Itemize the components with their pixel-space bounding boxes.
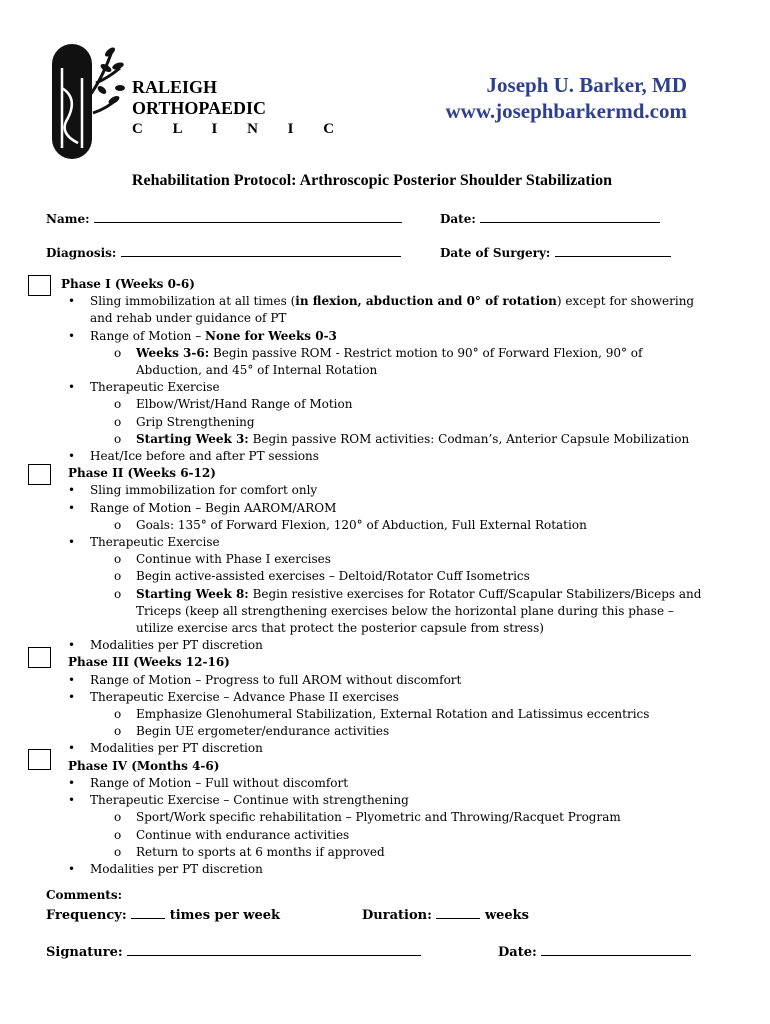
list-subitem: o Starting Week 8: Begin resistive exercises for Rotator Cuff/Scapular Stabilizers/Biceps and Triceps (keep all strengthening exercises below the horizontal plane during this phase – utilize exercise arcs that protect the posterior capsule from stress) (114, 586, 705, 638)
protocol-content (45, 276, 705, 878)
list-item: • Range of Motion – Progress to full AROM without discomfort (68, 672, 705, 689)
frequency-input-line[interactable] (131, 906, 165, 919)
signature-input-line[interactable] (127, 943, 421, 956)
phase2-list (45, 482, 705, 654)
list-subitem: o Sport/Work specific rehabilitation – Plyometric and Throwing/Racquet Program (114, 809, 705, 826)
list-subitem: o Begin active-assisted exercises – Deltoid/Rotator Cuff Isometrics (114, 568, 705, 585)
doctor-name: Joseph U. Barker, MD (486, 73, 687, 97)
list-subitem: o Weeks 3-6: Begin passive ROM - Restrict motion to 90° of Forward Flexion, 90° of Abduction, and 45° of Internal Rotation (114, 345, 705, 379)
list-item: • Range of Motion – Begin AAROM/AROM o Goals: 135° of Forward Flexion, 120° of Abduction, Full External Rotation (68, 500, 705, 534)
list-item: • Sling immobilization for comfort only (68, 482, 705, 499)
signature-date-field[interactable] (498, 943, 691, 960)
list-item: • Modalities per PT discretion (68, 637, 705, 654)
list-subitem: o Return to sports at 6 months if approved (114, 844, 705, 861)
list-item: • Sling immobilization at all times (in flexion, abduction and 0° of rotation) except for showering and rehab under guidance of PT (68, 293, 705, 327)
phase4-list (45, 775, 705, 878)
phase4-title: Phase IV (Months 4-6) (68, 758, 220, 773)
name-input-line[interactable] (94, 210, 402, 223)
list-subitem: o Continue with endurance activities (114, 827, 705, 844)
list-item: • Range of Motion – None for Weeks 0-3 o Weeks 3-6: Begin passive ROM - Restrict motion to 90° of Forward Flexion, 90° of Abduction, and 45° of Internal Rotation (68, 328, 705, 380)
list-subitem: o Grip Strengthening (114, 414, 705, 431)
phase1-list (45, 293, 705, 465)
name-label: Name: (46, 212, 90, 226)
clinic-name-line1: RALEIGH (132, 77, 218, 97)
list-subitem: o Emphasize Glenohumeral Stabilization, External Rotation and Latissimus eccentrics (114, 706, 705, 723)
list-subitem: o Elbow/Wrist/Hand Range of Motion (114, 396, 705, 413)
signature-date-input-line[interactable] (541, 943, 691, 956)
signature-date-label: Date: (498, 945, 537, 960)
list-item: • Modalities per PT discretion (68, 861, 705, 878)
date-field[interactable] (440, 210, 660, 226)
duration-suffix: weeks (484, 908, 529, 923)
name-field[interactable] (46, 210, 402, 226)
comments-label: Comments: (46, 888, 123, 902)
frequency-field[interactable] (46, 906, 280, 923)
date-label: Date: (440, 212, 476, 226)
duration-label: Duration: (362, 908, 432, 923)
list-item: • Therapeutic Exercise o Continue with Phase I exercises o Begin active-assisted exercises – Deltoid/Rotator Cuff Isometrics o Starting Week 8: Begin resistive exercises for Rotator Cuff/Scapular Stabilizers/Biceps and Triceps (keep all strengthening exercises below the horizontal plane during this phase – utilize exercise arcs that protect the posterior capsule from stress) (68, 534, 705, 637)
list-item: • Modalities per PT discretion (68, 740, 705, 757)
list-subitem: o Starting Week 3: Begin passive ROM activities: Codman’s, Anterior Capsule Mobilization (114, 431, 705, 448)
phase1-title: Phase I (Weeks 0-6) (61, 277, 195, 291)
surgery-date-label: Date of Surgery: (440, 246, 551, 260)
phase3-title: Phase III (Weeks 12-16) (68, 655, 230, 670)
list-item: • Therapeutic Exercise o Elbow/Wrist/Hand Range of Motion o Grip Strengthening o Starting Week 3: Begin passive ROM activities: Codman’s, Anterior Capsule Mobilization (68, 379, 705, 448)
list-subitem: o Continue with Phase I exercises (114, 551, 705, 568)
page-title: Rehabilitation Protocol: Arthroscopic Posterior Shoulder Stabilization (131, 172, 613, 189)
list-item: • Range of Motion – Full without discomfort (68, 775, 705, 792)
diagnosis-label: Diagnosis: (46, 246, 117, 260)
frequency-label: Frequency: (46, 908, 127, 923)
duration-input-line[interactable] (436, 906, 480, 919)
list-item: • Therapeutic Exercise – Continue with strengthening o Sport/Work specific rehabilitation – Plyometric and Throwing/Racquet Program o Continue with endurance activities o Return to sports at 6 months if approved (68, 792, 705, 861)
signature-label: Signature: (46, 945, 123, 960)
list-item: • Heat/Ice before and after PT sessions (68, 448, 705, 465)
tree-logo-icon (48, 38, 128, 163)
frequency-suffix: times per week (169, 908, 281, 923)
clinic-name-line2: ORTHOPAEDIC (132, 98, 267, 118)
list-subitem: o Goals: 135° of Forward Flexion, 120° of Abduction, Full External Rotation (114, 517, 705, 534)
surgery-date-input-line[interactable] (555, 244, 671, 257)
doctor-website[interactable]: www.josephbarkermd.com (445, 99, 687, 123)
clinic-name-line3: C L I N I C (132, 121, 348, 137)
date-input-line[interactable] (480, 210, 660, 223)
phase3-list (45, 672, 705, 758)
signature-field[interactable] (46, 943, 421, 960)
surgery-date-field[interactable] (440, 244, 671, 260)
list-subitem: o Begin UE ergometer/endurance activities (114, 723, 705, 740)
list-item: • Therapeutic Exercise – Advance Phase II exercises o Emphasize Glenohumeral Stabilization, External Rotation and Latissimus eccentrics o Begin UE ergometer/endurance activities (68, 689, 705, 741)
phase2-title: Phase II (Weeks 6-12) (68, 466, 216, 481)
clinic-logo (48, 38, 128, 163)
diagnosis-field[interactable] (46, 244, 401, 260)
diagnosis-input-line[interactable] (121, 244, 401, 257)
duration-field[interactable] (362, 906, 529, 923)
